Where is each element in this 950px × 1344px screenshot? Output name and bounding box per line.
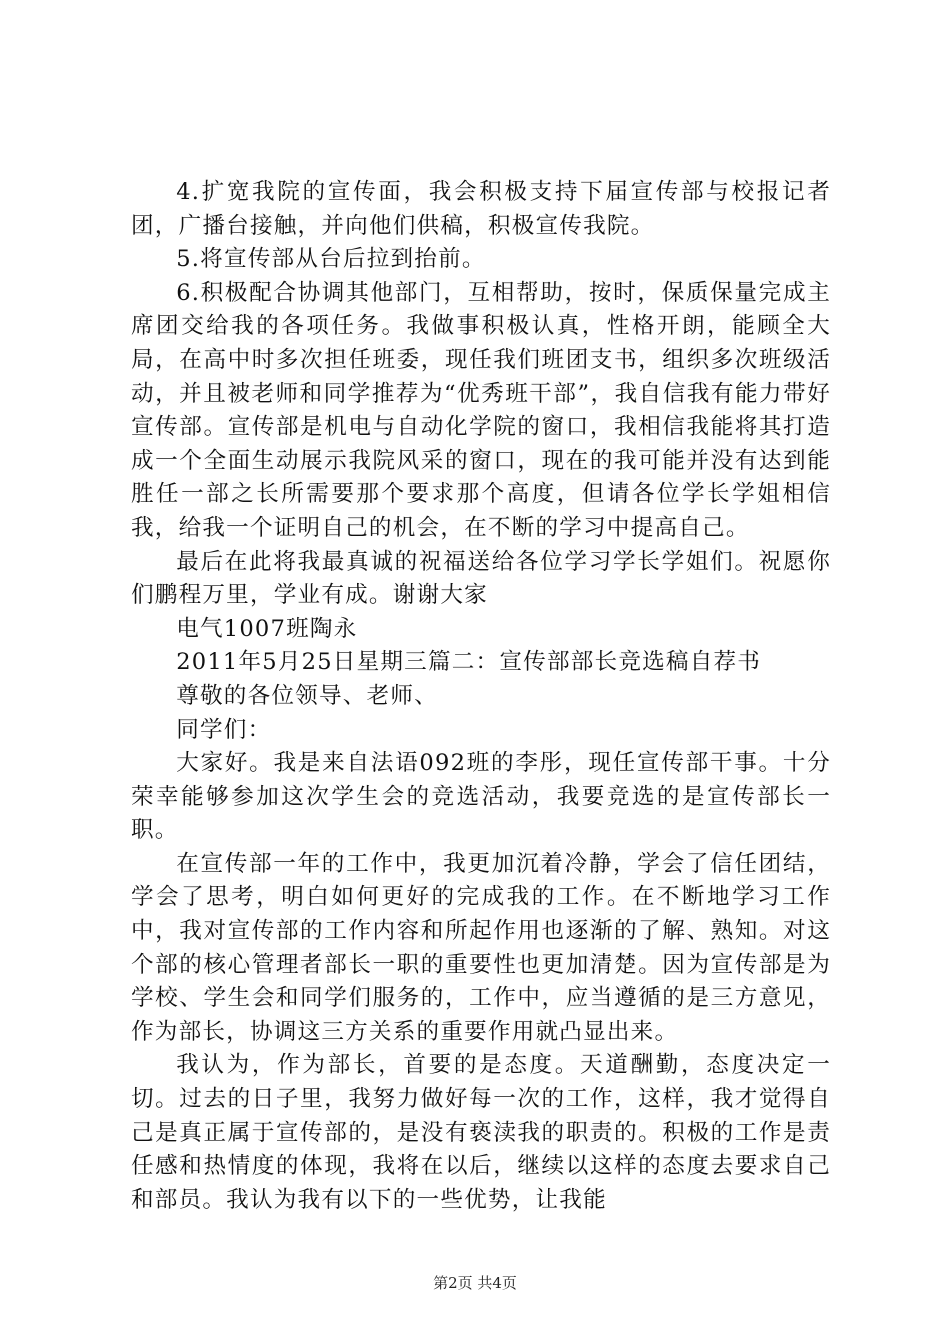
paragraph-experience: 在宣传部一年的工作中，我更加沉着冷静，学会了信任团结，学会了思考，明白如何更好的完成我的工作。在不断地学习工作中，我对宣传部的工作内容和所起作用也逐渐的了解、熟知。对这个部的核心管理者部长一职的重要性也更加清楚。因为宣传部是为学校、学生会和同学们服务的，工作中，应当遵循的是三方意见，作为部长，协调这三方关系的重要作用就凸显出来。 — [131, 850, 831, 1045]
paragraph-salutation: 尊敬的各位领导、老师、 — [176, 682, 438, 709]
paragraph-attitude: 我认为，作为部长，首要的是态度。天道酬勤，态度决定一切。过去的日子里，我努力做好每一次的工作，这样，我才觉得自己是真正属于宣传部的，是没有亵渎我的职责的。积极的工作是责任感和热情度的体现，我将在以后，继续以这样的态度去要求自己和部员。我认为我有以下的一些优势，让我能 — [131, 1052, 831, 1213]
paragraph-item-5: 5.将宣传部从台后拉到抬前。 — [176, 246, 486, 273]
page-number-footer: 第2页 共4页 — [433, 1274, 517, 1292]
paragraph-item-6: 6.积极配合协调其他部门，互相帮助，按时，保质保量完成主席团交给我的各项任务。我做事积极认真，性格开朗，能顾全大局，在高中时多次担任班委，现任我们班团支书，组织多次班级活动，并且被老师和同学推荐为“优秀班干部”，我自信我有能力带好宣传部。宣传部是机电与自动化学院的窗口，我相信我能将其打造成一个全面生动展示我院风采的窗口，现在的我可能并没有达到能胜任一部之长所需要那个要求那个高度，但请各位学长学姐相信我，给我一个证明自己的机会，在不断的学习中提高自己。 — [131, 279, 831, 541]
paragraph-item-4: 4.扩宽我院的宣传面，我会积极支持下届宣传部与校报记者团，广播台接触，并向他们供稿，积极宣传我院。 — [131, 179, 831, 239]
paragraph-signature: 电气1007班陶永 — [176, 615, 358, 642]
paragraph-closing-wishes: 最后在此将我最真诚的祝福送给各位学习学长学姐们。祝愿你们鹏程万里，学业有成。谢谢大家 — [131, 548, 831, 609]
paragraph-introduction: 大家好。我是来自法语092班的李彤，现任宣传部干事。十分荣幸能够参加这次学生会的竞选活动，我要竞选的是宣传部长一职。 — [131, 750, 831, 844]
paragraph-date-and-title: 2011年5月25日星期三篇二：宣传部部长竞选稿自荐书 — [176, 649, 762, 676]
document-body — [131, 176, 831, 1217]
paragraph-salutation-students: 同学们： — [176, 716, 272, 743]
